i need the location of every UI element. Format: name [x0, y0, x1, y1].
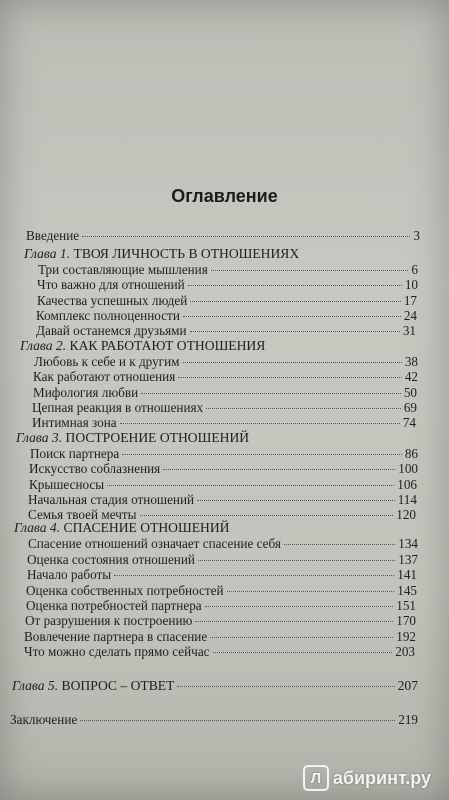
leader-dots [82, 235, 410, 237]
toc-entry [29, 461, 418, 477]
labirint-logo-icon: Л [303, 765, 329, 791]
leader-dots [107, 484, 394, 486]
page-number: 17 [403, 293, 417, 308]
leader-dots [122, 453, 402, 455]
entry-label: Спасение отношений означает спасение себя [28, 536, 281, 551]
entry-label: Мифология любви [33, 385, 139, 400]
page-number: 24 [403, 308, 417, 323]
leader-dots [183, 315, 401, 317]
leader-dots [183, 361, 402, 363]
leader-dots [210, 636, 393, 638]
toc-entry [36, 308, 417, 324]
entry-label: Комплекс полноценности [36, 308, 180, 323]
page-number: 6 [411, 262, 418, 277]
toc-entry [26, 583, 417, 599]
toc-chapter-1 [24, 246, 418, 262]
chapter-title: ТВОЯ ЛИЧНОСТЬ В ОТНОШЕНИЯХ [73, 246, 300, 261]
entry-label: Оценка собственных потребностей [26, 583, 224, 598]
chapter-title: СПАСЕНИЕ ОТНОШЕНИЙ [63, 520, 230, 535]
toc-entry [33, 369, 418, 385]
page-number: 86 [404, 446, 418, 461]
entry-label: Качества успешных людей [37, 293, 188, 308]
toc-entry [38, 262, 418, 278]
entry-label: Что важно для отношений [37, 277, 185, 292]
toc-chapter-2 [20, 338, 418, 354]
leader-dots [227, 590, 395, 592]
toc-entry [37, 277, 418, 293]
entry-label: Любовь к себе и к другим [34, 354, 180, 369]
entry-label: Давай останемся друзьями [36, 323, 187, 338]
entry-label: Как работают отношения [33, 369, 176, 384]
entry-label: Начальная стадия отношений [28, 492, 195, 507]
toc-entry [33, 385, 417, 401]
entry-label: Введение [26, 228, 80, 243]
page-number: 50 [403, 385, 417, 400]
page-number: 170 [396, 613, 416, 628]
toc-entry [36, 323, 416, 339]
leader-dots [140, 514, 394, 516]
toc-entry [25, 613, 416, 629]
page-number: 74 [402, 415, 416, 430]
page-number: 100 [398, 461, 418, 476]
toc-entry-conclusion [10, 712, 418, 728]
page-title: Оглавление [171, 186, 278, 206]
toc-entry [28, 536, 418, 552]
toc-entry [24, 629, 416, 645]
entry-label: Оценка потребностей партнера [26, 598, 202, 613]
toc-entry-intro [26, 228, 420, 244]
entry-label: Вовлечение партнера в спасение [24, 629, 208, 644]
entry-label: Крышесносы [29, 477, 105, 492]
toc-entry [29, 477, 417, 493]
leader-dots [177, 685, 394, 687]
leader-dots [114, 574, 394, 576]
chapter-title: ВОПРОС – ОТВЕТ [61, 678, 175, 693]
page-number: 31 [402, 323, 416, 338]
entry-label: Заключение [10, 712, 78, 727]
entry-label: Цепная реакция в отношениях [32, 400, 204, 415]
toc-chapter-3 [16, 430, 418, 446]
leader-dots [284, 543, 395, 545]
page-number: 10 [404, 277, 418, 292]
labirint-watermark [303, 765, 431, 791]
entry-label: Оценка состояния отношений [27, 552, 195, 567]
page-number: 137 [398, 552, 418, 567]
leader-dots [195, 620, 393, 622]
toc-chapter-4 [14, 520, 418, 536]
page-number: 114 [397, 492, 417, 507]
toc-entry [26, 598, 416, 614]
chapter-title: ПОСТРОЕНИЕ ОТНОШЕНИЙ [65, 430, 250, 445]
leader-dots [178, 376, 402, 378]
toc-entry [32, 400, 417, 416]
leader-dots [80, 719, 395, 721]
entry-label: Что можно сделать прямо сейчас [24, 644, 210, 659]
page-number: 151 [396, 598, 416, 613]
leader-dots [197, 499, 395, 501]
leader-dots [188, 284, 402, 286]
page-number: 134 [398, 536, 418, 551]
entry-label: Искусство соблазнения [29, 461, 161, 476]
leader-dots [205, 605, 394, 607]
toc-chapter-5 [12, 678, 418, 694]
toc-entry [28, 492, 417, 508]
entry-label: Начало работы [27, 567, 112, 582]
toc-entry [30, 446, 418, 462]
chapter-number: Глава 4. [14, 520, 61, 535]
toc-entry [24, 644, 415, 660]
entry-label: Интимная зона [32, 415, 117, 430]
toc-entry [27, 567, 417, 583]
entry-label: Три составляющие мышления [38, 262, 208, 277]
chapter-number: Глава 3. [16, 430, 63, 445]
leader-dots [198, 559, 395, 561]
leader-dots [190, 300, 401, 302]
page-number: 203 [395, 644, 415, 659]
toc-entry [34, 354, 418, 370]
watermark-text: абиринт.ру [332, 767, 431, 788]
toc-entry [27, 552, 418, 568]
chapter-title: КАК РАБОТАЮТ ОТНОШЕНИЯ [69, 338, 266, 353]
page-number: 38 [404, 354, 418, 369]
toc-entry [37, 293, 417, 309]
page-number: 120 [396, 507, 416, 522]
page-number: 106 [397, 477, 417, 492]
leader-dots [163, 468, 395, 470]
entry-label: Семья твоей мечты [28, 507, 137, 522]
chapter-number: Глава 1. [24, 246, 71, 261]
chapter-number: Глава 5. [12, 678, 59, 693]
leader-dots [190, 330, 400, 332]
toc-entry [32, 415, 416, 431]
page-number: 42 [404, 369, 418, 384]
page-number: 3 [413, 228, 420, 243]
entry-label: От разрушения к построению [25, 613, 193, 628]
entry-label: Поиск партнера [30, 446, 120, 461]
page-number: 69 [403, 400, 417, 415]
leader-dots [120, 422, 400, 424]
leader-dots [211, 269, 409, 271]
leader-dots [141, 392, 401, 394]
page-number: 192 [396, 629, 416, 644]
chapter-number: Глава 2. [20, 338, 67, 353]
leader-dots [206, 407, 401, 409]
page-number: 145 [397, 583, 417, 598]
leader-dots [213, 651, 393, 653]
page-number: 207 [397, 678, 418, 693]
page-number: 219 [398, 712, 418, 727]
page-number: 141 [397, 567, 417, 582]
